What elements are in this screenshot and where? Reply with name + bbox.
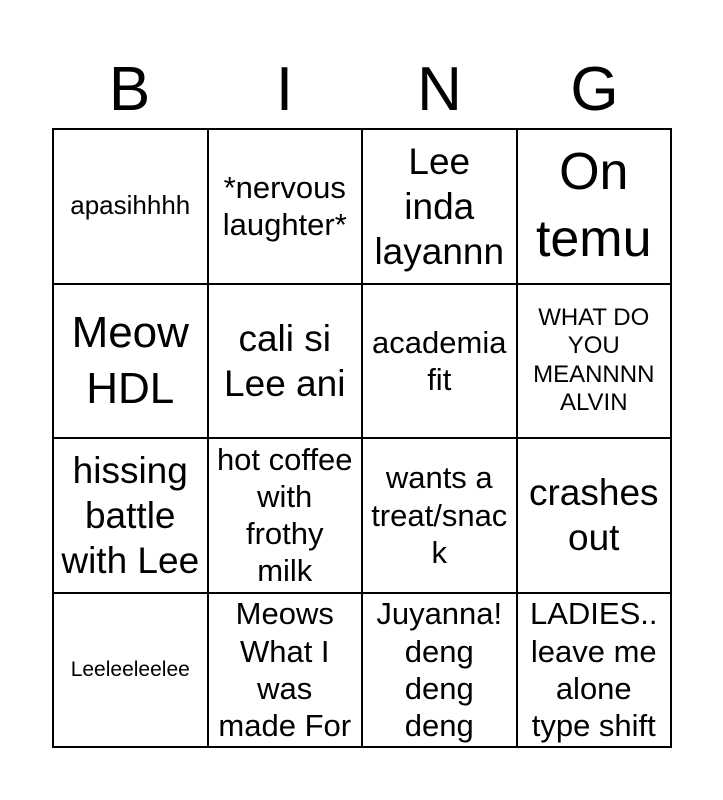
cell-text: Meow HDL: [71, 307, 189, 413]
bingo-cell[interactable]: [54, 285, 209, 440]
cell-text: *nervous laughter*: [222, 170, 347, 243]
bingo-cell[interactable]: [54, 594, 209, 749]
cell-text: apasihhhh: [70, 190, 191, 221]
bingo-cell[interactable]: [209, 594, 364, 749]
bingo-cell[interactable]: [518, 130, 673, 285]
bingo-header: [52, 52, 672, 128]
cell-text: crashes out: [528, 472, 659, 559]
cell-text: WHAT DO YOU MEANNNN ALVIN: [533, 304, 655, 417]
bingo-cell[interactable]: [518, 439, 673, 594]
bingo-cell[interactable]: [54, 439, 209, 594]
bingo-cell[interactable]: [209, 285, 364, 440]
cell-text: Leeleeleelee: [70, 657, 190, 681]
cell-text: cali si Lee ani: [224, 317, 346, 404]
bingo-cell[interactable]: [363, 130, 518, 285]
cell-text: hot coffee with frothy milk: [216, 441, 353, 589]
cell-text: Lee inda layannn: [374, 140, 505, 272]
cell-text: LADIES.. leave me alone type shift: [530, 596, 658, 743]
header-letter-g: G: [570, 55, 619, 124]
header-letter-i: I: [275, 55, 294, 124]
cell-text: wants a treat/snack: [371, 460, 508, 570]
bingo-cell[interactable]: [209, 439, 364, 594]
bingo-grid: [52, 128, 672, 748]
cell-text: Juyanna! deng deng deng: [376, 596, 503, 743]
bingo-cell[interactable]: [518, 285, 673, 440]
bingo-cell[interactable]: [54, 130, 209, 285]
bingo-cell[interactable]: [363, 285, 518, 440]
bingo-cell[interactable]: [209, 130, 364, 285]
bingo-cell[interactable]: [363, 439, 518, 594]
header-letter-n: N: [417, 55, 462, 124]
bingo-cell[interactable]: [518, 594, 673, 749]
cell-text: academia fit: [372, 324, 507, 397]
header-letter-b: B: [108, 55, 151, 124]
cell-text: hissing battle with Lee: [61, 449, 200, 581]
cell-text: Meows What I was made For: [218, 596, 352, 743]
cell-text: On temu: [535, 142, 652, 269]
bingo-cell[interactable]: [363, 594, 518, 749]
